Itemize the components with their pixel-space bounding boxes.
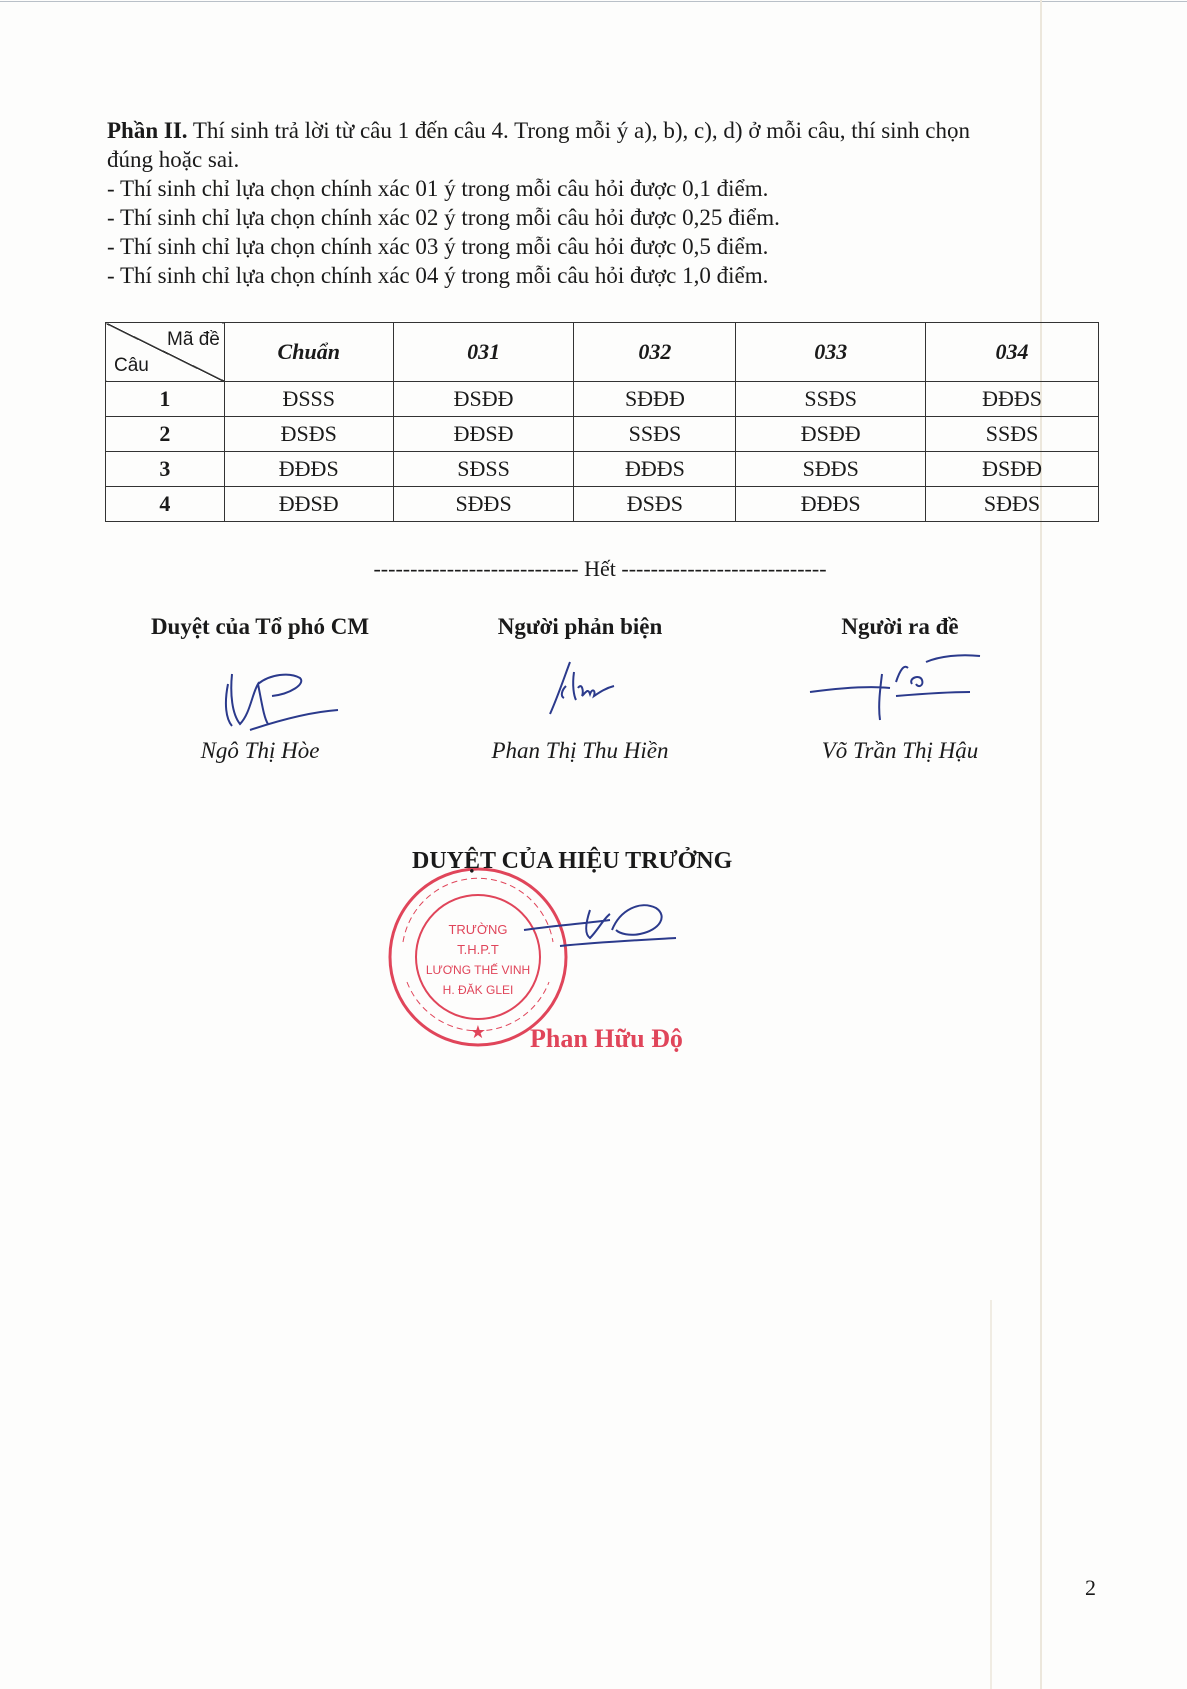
handwritten-signature — [530, 652, 650, 722]
answer-cell: ĐĐĐS — [224, 452, 393, 487]
question-label: Câu — [114, 355, 149, 376]
svg-text:★: ★ — [469, 1022, 487, 1042]
signatory-name: Ngô Thị Hòe — [200, 738, 320, 763]
scoring-rule: - Thí sinh chỉ lựa chọn chính xác 01 ý trong mỗi câu hỏi được 0,1 điểm. — [107, 176, 769, 201]
signature-title: Duyệt của Tổ phó CM — [150, 614, 370, 639]
svg-text:H. ĐĂK GLEI: H. ĐĂK GLEI — [442, 983, 514, 997]
header-code-033: 033 — [736, 323, 926, 382]
answer-cell: ĐĐĐS — [926, 382, 1099, 417]
signature-title: Người ra đề — [841, 614, 959, 639]
signature-block-author — [750, 614, 1050, 774]
question-number: 4 — [106, 487, 225, 522]
principal-name: Phan Hữu Độ — [530, 1024, 683, 1053]
answer-cell: ĐSĐS — [224, 417, 393, 452]
answer-cell: ĐSSS — [224, 382, 393, 417]
scoring-rule: - Thí sinh chỉ lựa chọn chính xác 04 ý trong mỗi câu hỏi được 1,0 điểm. — [107, 263, 769, 288]
part-label: Phần II. — [107, 118, 188, 143]
answer-key-table — [105, 322, 1099, 522]
signatory-name: Võ Trần Thị Hậu — [821, 738, 979, 763]
question-number: 1 — [106, 382, 225, 417]
answer-cell: SĐĐS — [393, 487, 574, 522]
answer-cell: SĐĐĐ — [574, 382, 736, 417]
table-row — [106, 452, 1099, 487]
table-row — [106, 382, 1099, 417]
header-code-034: 034 — [926, 323, 1099, 382]
page-number: 2 — [1085, 1575, 1096, 1600]
signature-block-deputy — [110, 614, 410, 774]
handwritten-signature — [800, 650, 1000, 730]
answer-cell: ĐSĐS — [574, 487, 736, 522]
svg-text:TRƯỜNG: TRƯỜNG — [448, 922, 508, 937]
answer-cell: SSĐS — [736, 382, 926, 417]
svg-text:LƯƠNG THẾ VINH: LƯƠNG THẾ VINH — [425, 963, 531, 977]
scoring-rule: - Thí sinh chỉ lựa chọn chính xác 02 ý trong mỗi câu hỏi được 0,25 điểm. — [107, 205, 780, 230]
scan-fold-line-lower — [990, 1300, 992, 1689]
table-row — [106, 487, 1099, 522]
corner-cell — [106, 323, 225, 382]
header-row — [106, 323, 1099, 382]
principal-signature — [520, 890, 680, 960]
signature-block-reviewer — [430, 614, 730, 774]
header-code-032: 032 — [574, 323, 736, 382]
answer-cell: ĐSĐĐ — [926, 452, 1099, 487]
scoring-rule: - Thí sinh chỉ lựa chọn chính xác 03 ý trong mỗi câu hỏi được 0,5 điểm. — [107, 234, 769, 259]
answer-cell: ĐSĐĐ — [736, 417, 926, 452]
table-row — [106, 417, 1099, 452]
svg-text:T.H.P.T: T.H.P.T — [457, 942, 499, 957]
end-of-document-marker: ---------------------------- Hết ---------------------------- — [373, 556, 827, 581]
answer-cell: ĐSĐĐ — [393, 382, 574, 417]
question-number: 3 — [106, 452, 225, 487]
signature-title: Người phản biện — [497, 614, 663, 639]
answer-cell: SSĐS — [574, 417, 736, 452]
part-text: Thí sinh trả lời từ câu 1 đến câu 4. Trong mỗi ý a), b), c), d) ở mỗi câu, thí sinh chọn — [187, 118, 971, 143]
scan-edge-top — [0, 1, 1187, 2]
header-code-031: 031 — [393, 323, 574, 382]
answer-cell: SĐSS — [393, 452, 574, 487]
answer-cell: ĐĐĐS — [574, 452, 736, 487]
part-two-instructions — [107, 116, 1107, 290]
signatory-name: Phan Thị Thu Hiền — [491, 738, 669, 763]
answer-cell: SSĐS — [926, 417, 1099, 452]
header-standard: Chuẩn — [224, 323, 393, 382]
part-text-continued: đúng hoặc sai. — [107, 147, 240, 172]
answer-cell: ĐĐSĐ — [393, 417, 574, 452]
answer-cell: SĐĐS — [736, 452, 926, 487]
part-heading — [107, 116, 1107, 145]
principal-approval-title: DUYỆT CỦA HIỆU TRƯỞNG — [412, 848, 733, 874]
exam-code-label: Mã đề — [167, 329, 220, 350]
question-number: 2 — [106, 417, 225, 452]
answer-cell: SĐĐS — [926, 487, 1099, 522]
answer-cell: ĐĐSĐ — [224, 487, 393, 522]
answer-cell: ĐĐĐS — [736, 487, 926, 522]
handwritten-signature — [210, 654, 350, 734]
